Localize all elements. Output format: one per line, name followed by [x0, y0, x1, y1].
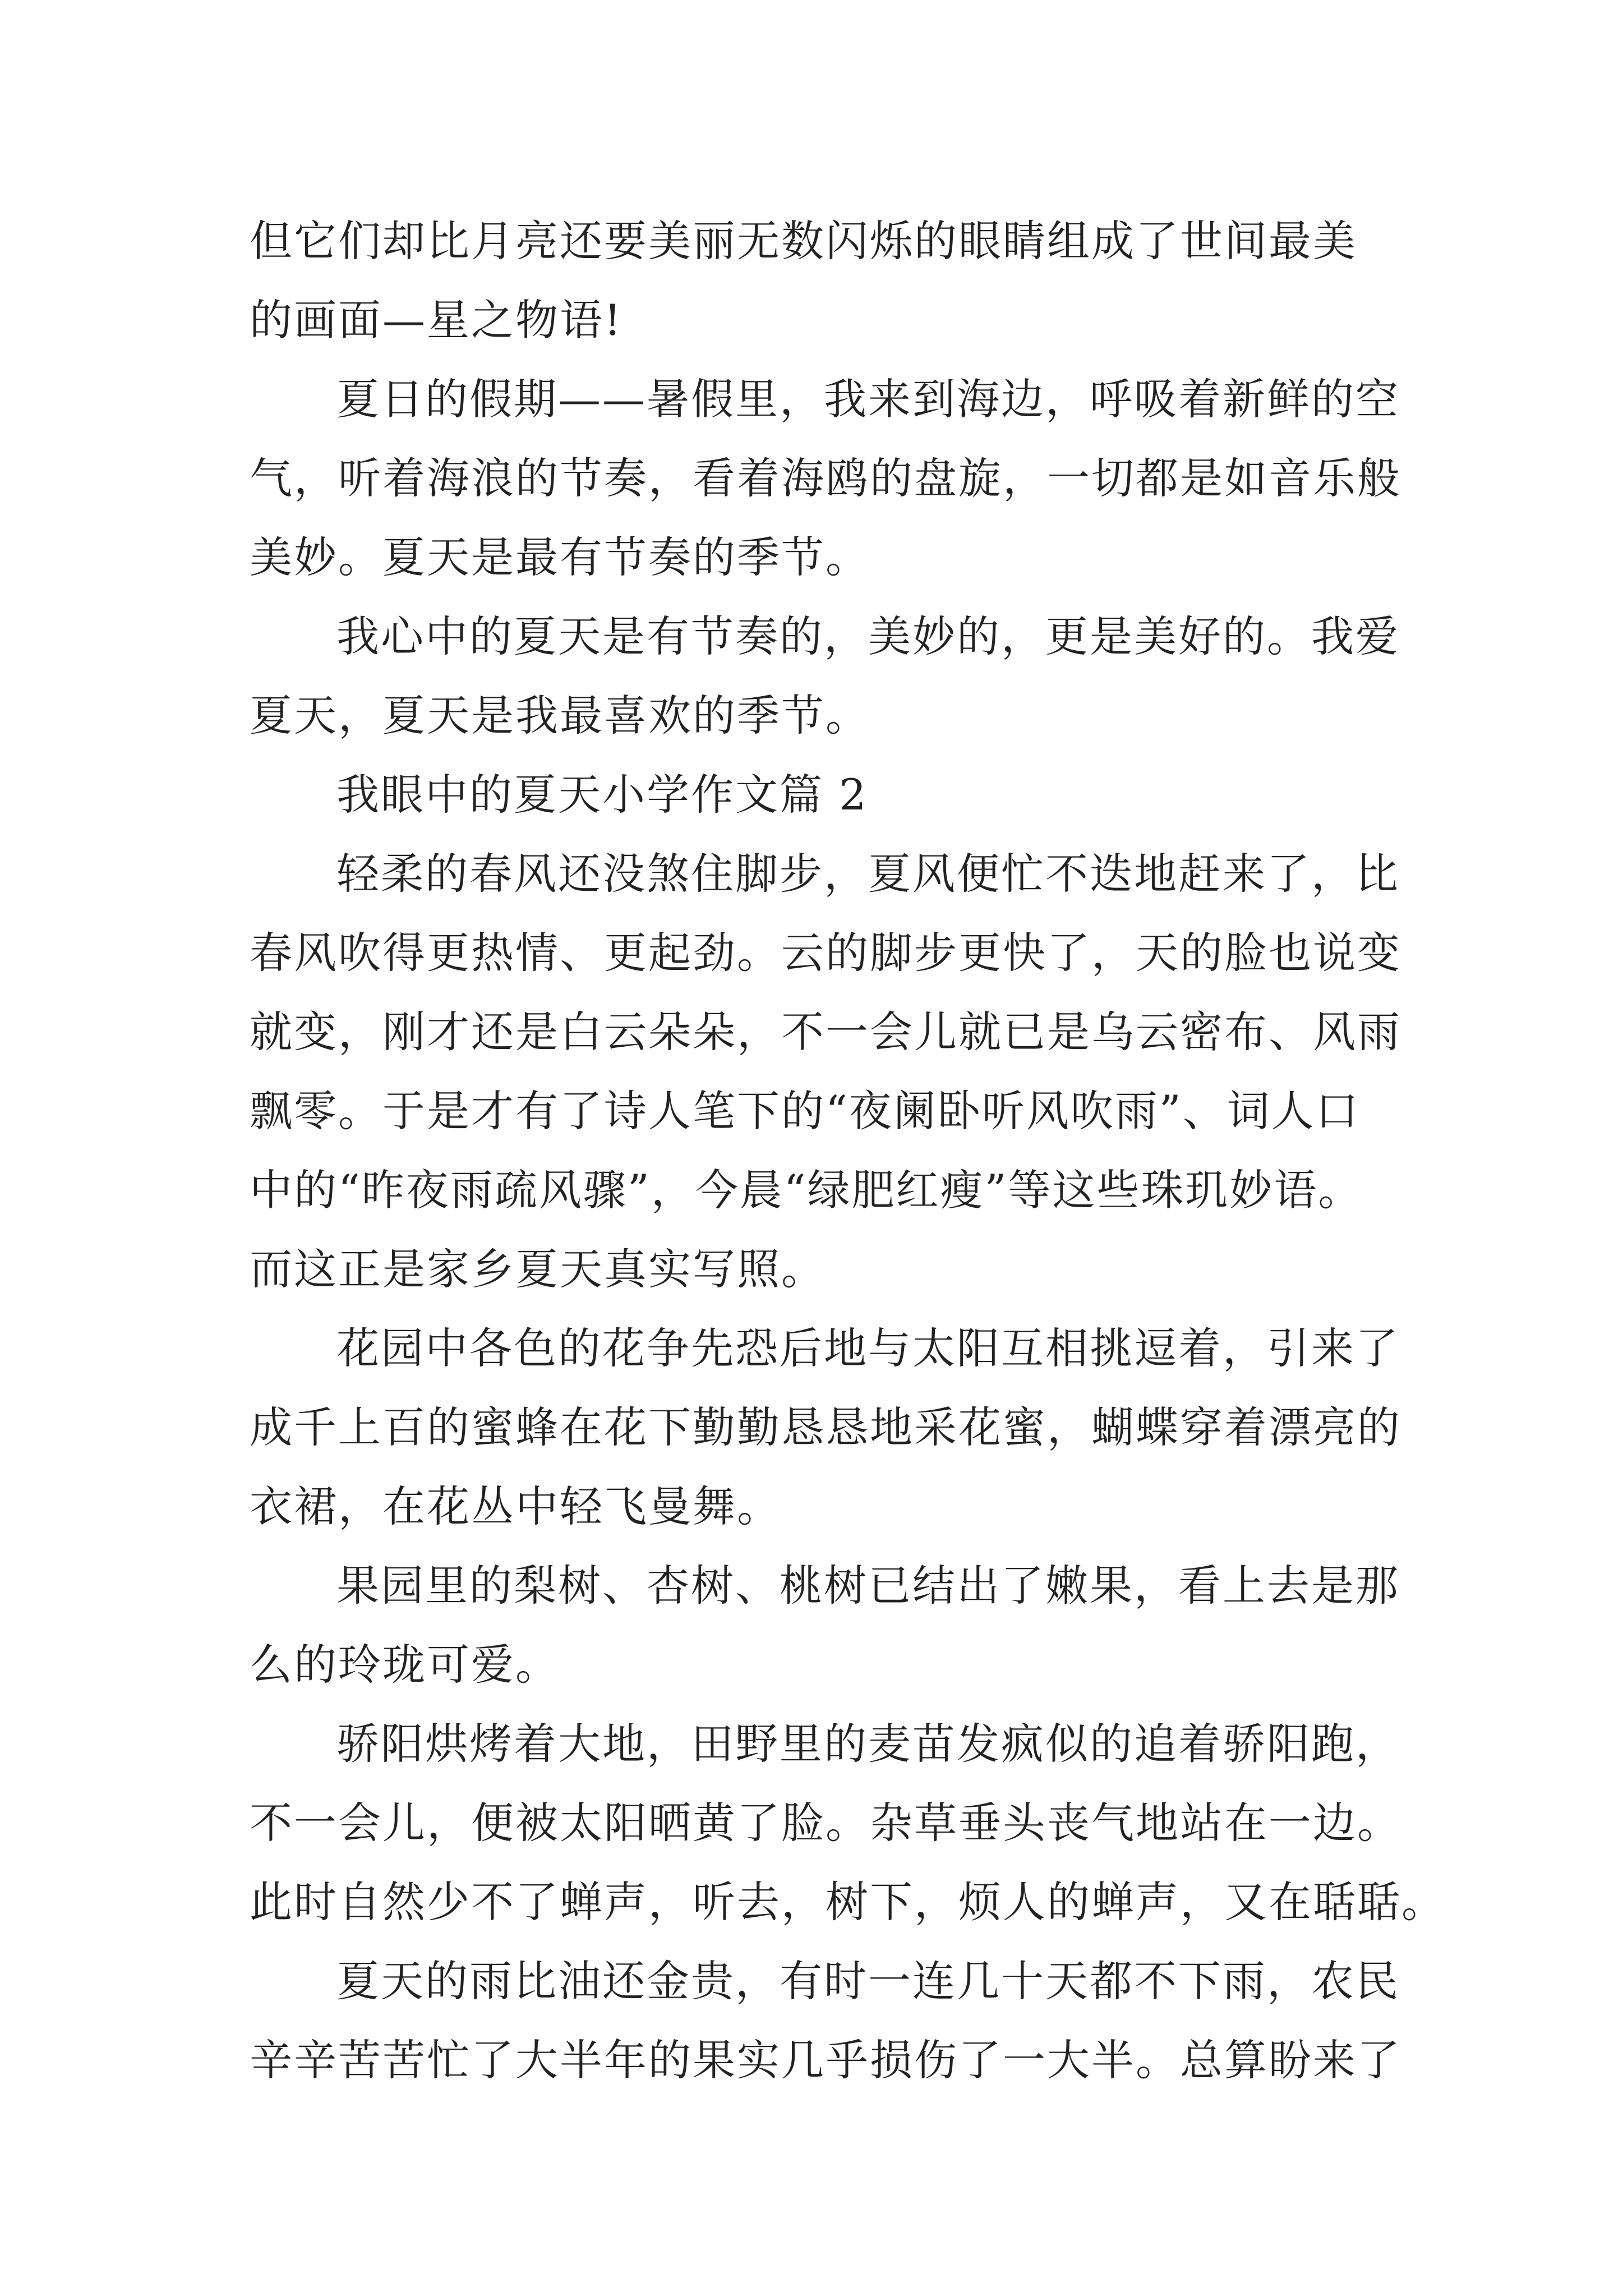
- paragraph-start: 轻柔的春风还没煞住脚步，夏风便忙不迭地赶来了，比: [336, 849, 1400, 899]
- text-line: 美妙。夏天是最有节奏的季节。: [250, 532, 870, 582]
- text-line: 就变，刚才还是白云朵朵，不一会儿就已是乌云密布、风雨: [250, 1007, 1401, 1057]
- text-line: 春风吹得更热情、更起劲。云的脚步更快了，天的脸也说变: [250, 928, 1401, 978]
- text-line: 的画面—星之物语!: [250, 295, 623, 345]
- text-line: 成千上百的蜜蜂在花下勤勤恳恳地采花蜜，蝴蝶穿着漂亮的: [250, 1402, 1401, 1452]
- paragraph-start: 夏日的假期——暑假里，我来到海边，呼吸着新鲜的空: [336, 374, 1400, 424]
- text-line: 夏天，夏天是我最喜欢的季节。: [250, 691, 870, 740]
- text-line: 衣裙，在花丛中轻飞曼舞。: [250, 1481, 781, 1531]
- text-line: 而这正是家乡夏天真实写照。: [250, 1244, 826, 1294]
- paragraph-start: 我心中的夏天是有节奏的，美妙的，更是美好的。我爱: [336, 611, 1400, 661]
- text-line: 么的玲珑可爱。: [250, 1640, 560, 1690]
- paragraph-start: 果园里的梨树、杏树、桃树已结出了嫩果，看上去是那: [336, 1561, 1400, 1611]
- paragraph-start: 花园中各色的花争先恐后地与太阳互相挑逗着，引来了: [336, 1323, 1400, 1373]
- section-heading: 我眼中的夏天小学作文篇 2: [336, 770, 868, 820]
- text-line: 辛辛苦苦忙了大半年的果实几乎损伤了一大半。总算盼来了: [250, 2035, 1401, 2085]
- paragraph-start: 夏天的雨比油还金贵，有时一连几十天都不下雨，农民: [336, 1956, 1400, 2006]
- text-line: 不一会儿，便被太阳晒黄了脸。杂草垂头丧气地站在一边。: [250, 1798, 1401, 1848]
- text-line: 飘零。于是才有了诗人笔下的“夜阑卧听风吹雨”、词人口: [250, 1086, 1360, 1136]
- paragraph-start: 骄阳烘烤着大地，田野里的麦苗发疯似的追着骄阳跑，: [336, 1719, 1400, 1769]
- text-line: 中的“昨夜雨疏风骤”，今晨“绿肥红瘦”等这些珠玑妙语。: [250, 1165, 1363, 1215]
- text-line: 此时自然少不了蝉声，听去，树下，烦人的蝉声，又在聒聒。: [250, 1877, 1446, 1927]
- text-line: 气，听着海浪的节奏，看着海鸥的盘旋，一切都是如音乐般: [250, 453, 1401, 503]
- text-line: 但它们却比月亮还要美丽无数闪烁的眼睛组成了世间最美: [250, 216, 1357, 266]
